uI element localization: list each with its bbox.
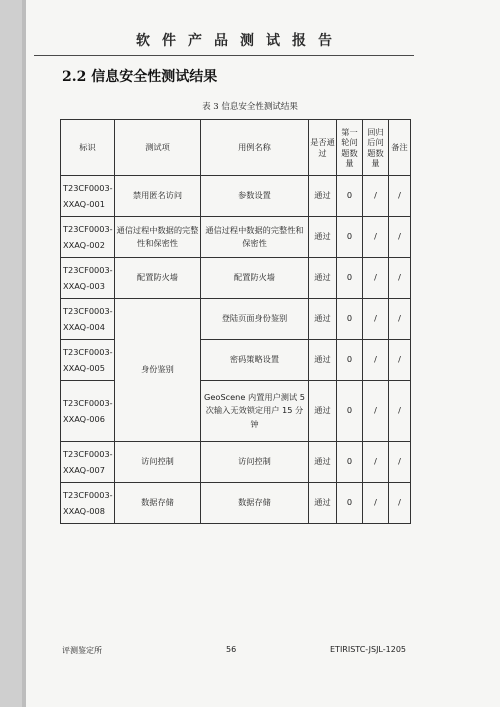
cell-regression: / <box>363 299 389 340</box>
cell-id: T23CF0003-XXAQ-005 <box>61 340 115 381</box>
header-case-name: 用例名称 <box>201 120 309 176</box>
cell-first-round: 0 <box>337 176 363 217</box>
cell-pass: 通过 <box>309 340 337 381</box>
table-row <box>61 299 411 340</box>
cell-case-name: GeoScene 内置用户测试 5 次输入无效锁定用户 15 分钟 <box>201 381 309 442</box>
cell-case-name: 配置防火墙 <box>201 258 309 299</box>
cell-remark: / <box>389 299 411 340</box>
cell-first-round: 0 <box>337 340 363 381</box>
cell-id: T23CF0003-XXAQ-004 <box>61 299 115 340</box>
table-row <box>61 340 411 381</box>
header-first-round-issues: 第一轮问题数量 <box>337 120 363 176</box>
footer-page-number: 56 <box>226 645 237 654</box>
footer-organization: 评测鉴定所 <box>62 646 102 655</box>
report-title: 软件产品测试报告 <box>136 33 344 49</box>
cell-regression: / <box>363 217 389 258</box>
cell-first-round: 0 <box>337 217 363 258</box>
cell-remark: / <box>389 483 411 524</box>
header-regression-issues: 回归后问题数量 <box>363 120 389 176</box>
cell-test-item: 身份鉴别 <box>115 299 201 442</box>
cell-id: T23CF0003-XXAQ-008 <box>61 483 115 524</box>
cell-case-name: 通信过程中数据的完整性和保密性 <box>201 217 309 258</box>
cell-id: T23CF0003-XXAQ-006 <box>61 381 115 442</box>
cell-first-round: 0 <box>337 442 363 483</box>
header-pass: 是否通过 <box>309 120 337 176</box>
table-row <box>61 176 411 217</box>
cell-test-item: 禁用匿名访问 <box>115 176 201 217</box>
cell-regression: / <box>363 442 389 483</box>
table-row <box>61 381 411 442</box>
footer-doc-code: ETIRISTC-JSJL-1205 <box>330 645 406 654</box>
cell-pass: 通过 <box>309 258 337 299</box>
cell-first-round: 0 <box>337 483 363 524</box>
cell-remark: / <box>389 217 411 258</box>
table-row <box>61 483 411 524</box>
security-test-results-table <box>60 119 411 524</box>
cell-regression: / <box>363 340 389 381</box>
section-title: 2.2 信息安全性测试结果 <box>62 69 218 85</box>
cell-first-round: 0 <box>337 381 363 442</box>
cell-remark: / <box>389 442 411 483</box>
cell-pass: 通过 <box>309 217 337 258</box>
cell-regression: / <box>363 258 389 299</box>
cell-remark: / <box>389 258 411 299</box>
cell-case-name: 数据存储 <box>201 483 309 524</box>
table-row <box>61 258 411 299</box>
cell-regression: / <box>363 176 389 217</box>
cell-test-item: 通信过程中数据的完整性和保密性 <box>115 217 201 258</box>
cell-pass: 通过 <box>309 442 337 483</box>
header-id: 标识 <box>61 120 115 176</box>
cell-id: T23CF0003-XXAQ-007 <box>61 442 115 483</box>
header-remark: 备注 <box>389 120 411 176</box>
cell-remark: / <box>389 381 411 442</box>
cell-regression: / <box>363 381 389 442</box>
cell-id: T23CF0003-XXAQ-001 <box>61 176 115 217</box>
cell-pass: 通过 <box>309 299 337 340</box>
cell-first-round: 0 <box>337 299 363 340</box>
cell-pass: 通过 <box>309 176 337 217</box>
cell-case-name: 参数设置 <box>201 176 309 217</box>
cell-test-item: 访问控制 <box>115 442 201 483</box>
cell-pass: 通过 <box>309 483 337 524</box>
table-row <box>61 217 411 258</box>
cell-pass: 通过 <box>309 381 337 442</box>
header-rule <box>34 55 414 56</box>
cell-case-name: 密码策略设置 <box>201 340 309 381</box>
cell-remark: / <box>389 340 411 381</box>
table-caption: 表 3 信息安全性测试结果 <box>202 102 298 112</box>
cell-test-item: 数据存储 <box>115 483 201 524</box>
cell-first-round: 0 <box>337 258 363 299</box>
cell-case-name: 登陆页面身份鉴别 <box>201 299 309 340</box>
table-row <box>61 442 411 483</box>
cell-case-name: 访问控制 <box>201 442 309 483</box>
cell-remark: / <box>389 176 411 217</box>
cell-id: T23CF0003-XXAQ-002 <box>61 217 115 258</box>
table-header-row <box>61 120 411 176</box>
cell-regression: / <box>363 483 389 524</box>
header-test-item: 测试项 <box>115 120 201 176</box>
cell-id: T23CF0003-XXAQ-003 <box>61 258 115 299</box>
cell-test-item: 配置防火墙 <box>115 258 201 299</box>
